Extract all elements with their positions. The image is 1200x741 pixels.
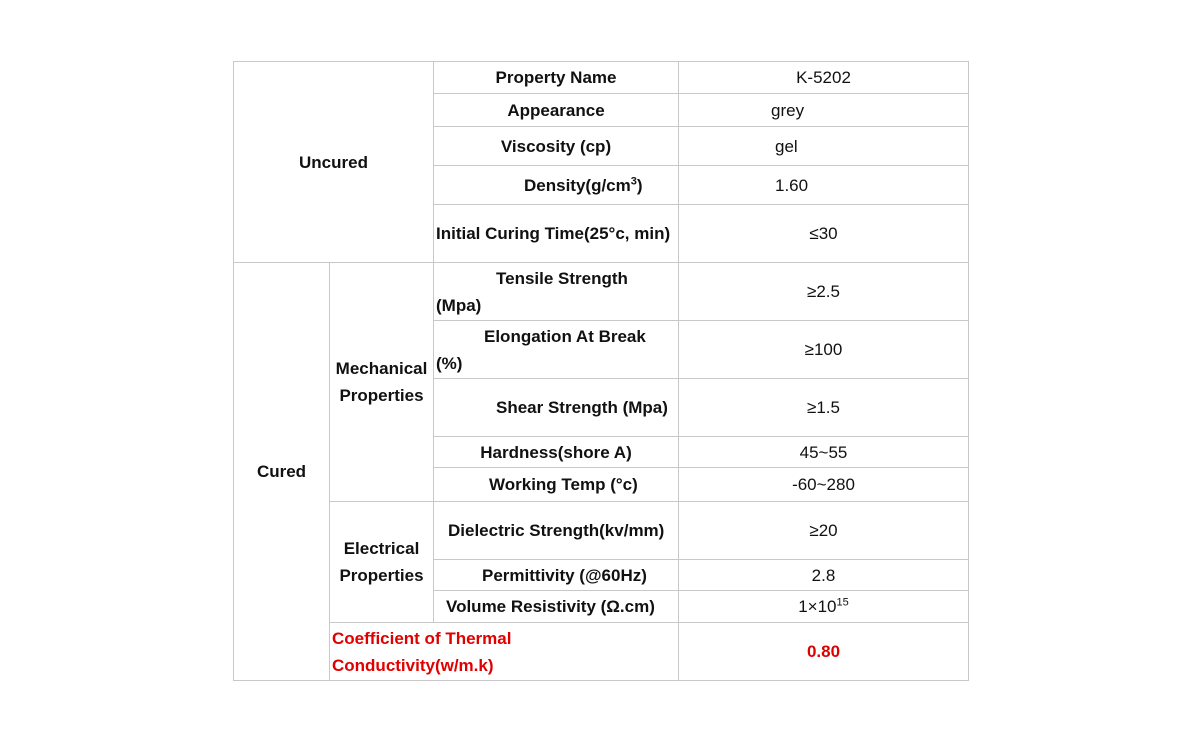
row-name-curing-time: Initial Curing Time(25°c, min): [434, 205, 679, 263]
row-name-shear: Shear Strength (Mpa): [434, 379, 679, 437]
property-table: [233, 61, 969, 681]
header-property-name: Property Name: [434, 62, 679, 94]
row-name-thermal: Coefficient of Thermal Conductivity(w/m.k): [330, 623, 679, 681]
row-value-appearance: grey: [679, 94, 969, 127]
row-value-viscosity: gel: [679, 127, 969, 166]
row-name-viscosity: Viscosity (cp): [434, 127, 679, 166]
uncured-label: Uncured: [234, 62, 434, 263]
row-value-shear: ≥1.5: [679, 379, 969, 437]
row-value-working-temp: -60~280: [679, 468, 969, 502]
row-value-tensile: ≥2.5: [679, 263, 969, 321]
row-name-elongation: Elongation At Break (%): [434, 321, 679, 379]
row-value-thermal: 0.80: [679, 623, 969, 681]
row-name-volume-resistivity: Volume Resistivity (Ω.cm): [434, 591, 679, 623]
row-name-permittivity: Permittivity (@60Hz): [434, 560, 679, 591]
row-value-volume-resistivity: $1\times 10^{15}$: [679, 591, 969, 623]
row-value-density: 1.60: [679, 166, 969, 205]
header-product: K-5202: [679, 62, 969, 94]
row-name-working-temp: Working Temp (°c): [434, 468, 679, 502]
row-value-permittivity: 2.8: [679, 560, 969, 591]
mechanical-label: Mechanical Properties: [330, 263, 434, 502]
row-name-density: $Density(g/cm^3)$: [434, 166, 679, 205]
row-value-curing-time: ≤30: [679, 205, 969, 263]
electrical-label: Electrical Properties: [330, 502, 434, 623]
row-value-dielectric: ≥20: [679, 502, 969, 560]
row-name-appearance: Appearance: [434, 94, 679, 127]
cured-label: Cured: [234, 263, 330, 681]
row-value-elongation: ≥100: [679, 321, 969, 379]
row-name-dielectric: Dielectric Strength(kv/mm): [434, 502, 679, 560]
row-name-hardness: Hardness(shore A): [434, 437, 679, 468]
row-name-tensile: Tensile Strength (Mpa): [434, 263, 679, 321]
row-value-hardness: 45~55: [679, 437, 969, 468]
